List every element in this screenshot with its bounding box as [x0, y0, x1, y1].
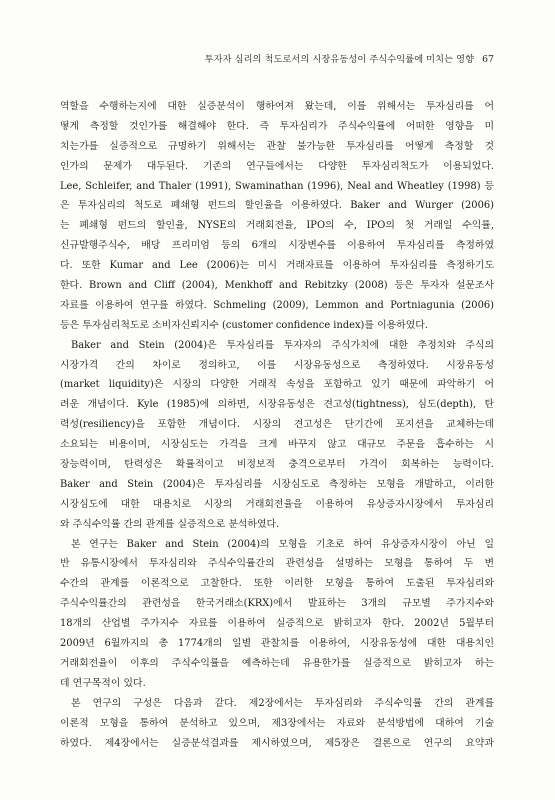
paragraph	[60, 336, 494, 535]
paragraph	[60, 535, 494, 694]
text-line: 력성(resiliency)을 포함한 개념이다. 시장의 견고성은 단기간에 포지션을 교체하는데	[60, 419, 494, 431]
text-line: 시장심도에 대한 대용치로 시장의 거래회전율을 이용하여 유상증자시장에서 투자심리	[60, 498, 494, 510]
text-line: (market liquidity)은 시장의 다양한 거래적 속성을 포함하고 있기 때문에 파악하기 어	[60, 379, 494, 391]
text-line: 는 폐쇄형 펀드의 할인율, NYSE의 거래회전율, IPO의 수, IPO의 첫 거래일 수익률,	[60, 220, 494, 232]
running-header	[60, 51, 494, 65]
text-line: 본 연구는 Baker and Stein (2004)의 모형을 기초로 하여 유상증자시장이 아닌 일	[71, 538, 494, 550]
text-line: 려운 개념이다. Kyle (1985)에 의하면, 시장유동성은 견고성(tightness), 심도(depth), 탄	[60, 399, 494, 411]
text-line: 인가의 문제가 대두된다. 기존의 연구들에서는 다양한 투자심리척도가 이용되었다.	[60, 160, 494, 172]
body-text	[60, 97, 494, 753]
text-line: 데 연구목적이 있다.	[60, 677, 146, 689]
text-line: 역할을 수행하는지에 대한 실증분석이 행하여져 왔는데, 이를 위해서는 투자심리를 어	[60, 101, 494, 112]
text-line: Baker and Stein (2004)은 투자심리를 투자자의 주식가치에 대한 추정치와 주식의	[71, 339, 494, 351]
text-line: 자료를 이용하여 연구를 하였다. Schmeling (2009), Lemmon and Portniagunia (2006)	[60, 299, 494, 311]
text-line: 신규발행주식수, 배당 프리미엄 등의 6개의 시장변수를 이용하여 투자심리를 측정하였	[60, 240, 494, 252]
text-line: 하였다. 제4장에서는 실증분석결과를 제시하였으며, 제5장은 결론으로 연구의 요약과	[60, 737, 494, 749]
text-line: 소요되는 비용이며, 시장심도는 가격을 크게 바꾸지 않고 대규모 주문을 흡수하는 시	[60, 439, 494, 451]
paragraph	[60, 694, 494, 754]
text-line: 떻게 측정할 것인가를 해결해야 한다. 즉 투자심리가 주식수익률에 어떠한 영향을 미	[60, 120, 494, 132]
text-line: 한다. Brown and Cliff (2004), Menkhoff and Rebitzky (2008) 등은 투자자 설문조사	[60, 280, 494, 292]
text-line: 이론적 모형을 통하여 분석하고 있으며, 제3장에서는 자료와 분석방법에 대하여 기술	[60, 717, 494, 729]
text-line: 18개의 산업별 주가지수 자료를 이용하여 실증적으로 밝히고자 한다. 2002년 5월부터	[60, 618, 494, 630]
text-line: 등은 투자심리척도로 소비자신뢰지수 (customer confidence index)를 이용하였다.	[60, 319, 428, 331]
text-line: 시장가격 간의 차이로 정의하고, 이를 시장유동성으로 측정하였다. 시장유동성	[60, 359, 494, 371]
text-line: 거래회전율이 이후의 주식수익률을 예측하는데 유용한가를 실증적으로 밝히고자 하는	[60, 657, 494, 669]
text-line: 2009년 6월까지의 총 1774개의 일별 관찰치를 이용하여, 시장유동성에 대한 대용치인	[60, 638, 494, 650]
text-line: 본 연구의 구성은 다음과 같다. 제2장에서는 투자심리와 주식수익률 간의 관계를	[71, 697, 494, 709]
text-line: Lee, Schleifer, and Thaler (1991), Swaminathan (1996), Neal and Wheatley (1998) 등	[60, 180, 494, 192]
page-number: 67	[482, 54, 494, 65]
text-line: 치는가를 실증적으로 규명하기 위해서는 관찰 불가능한 투자심리를 어떻게 측정할 것	[60, 140, 494, 152]
text-line: 주식수익률간의 관련성을 한국거래소(KRX)에서 발표하는 3개의 규모별 주가지수와	[60, 598, 494, 610]
text-line: Baker and Stein (2004)은 투자심리를 시장심도로 측정하는 모형을 개발하고, 이러한	[60, 478, 494, 490]
text-line: 수간의 관계를 이론적으로 고찰한다. 또한 이러한 모형을 통하여 도출된 투자심리와	[60, 578, 494, 590]
text-line: 와 주식수익률 간의 관계를 실증적으로 분석하였다.	[60, 518, 280, 530]
text-line: 다. 또한 Kumar and Lee (2006)는 미시 거래자료를 이용하여 투자심리를 측정하기도	[60, 260, 494, 272]
text-line: 장능력이며, 탄력성은 확률적이고 비정보적 충격으로부터 가격이 회복하는 능력이다.	[60, 459, 494, 471]
text-line: 반 유통시장에서 투자심리와 주식수익률간의 관련성을 설명하는 모형을 통하여 두 변	[60, 558, 494, 570]
text-line: 은 투자심리의 척도로 폐쇄형 펀드의 할인율을 이용하였다. Baker and Wurger (2006)	[60, 200, 494, 212]
running-header-title: 투자자 심리의 척도로서의 시장유동성이 주식수익률에 미치는 영향	[204, 54, 475, 65]
paragraph	[60, 97, 494, 336]
